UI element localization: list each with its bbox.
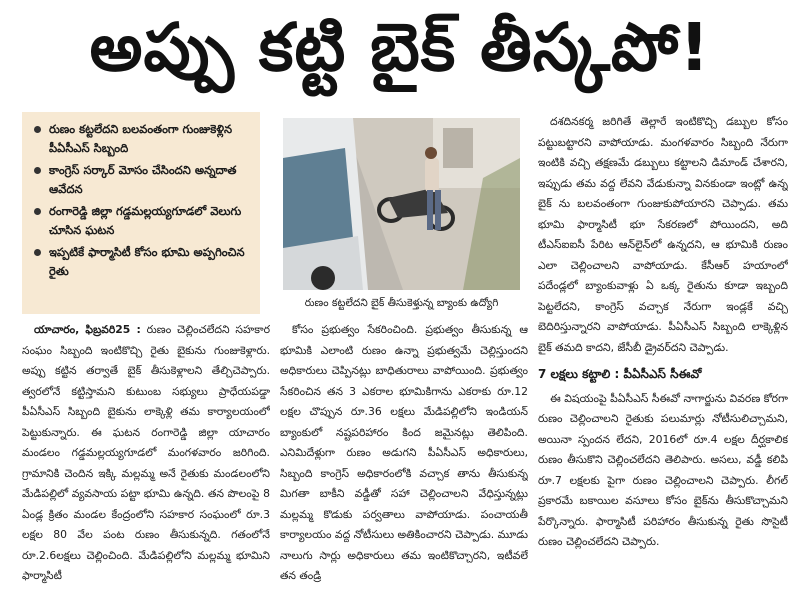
article-paragraph: ఈ విషయంపై పీఏసీఎస్ సీఈవో నాగార్జును వివరణ కోరగా రుణం చెల్లించాలని రైతుకు పలుమార్లు నోటీసులిచ్చామని, అయినా స్పందన లేదని, 2016లో రూ.4 లక్షల దీర్ఘకాలిక రుణం తీసుకొని చెల్లించలేదని తెలిపారు. అసలు, వడ్డీ కలిపి రూ.7 లక్షలకు పైగా రుణం చెల్లించాలని చెప్పారు. లీగల్ ప్రకారమే బకాయిల వసూలు కోసం బైక్‌ను తీసుకొచ్చామని పేర్కొన్నారు. ఫార్మాసిటీ పరిహారం తీసుకున్న రైతు సొసైటీ రుణం చెల్లించలేదని చెప్పారు. <box>538 391 788 548</box>
cctv-scene-image <box>283 118 520 290</box>
highlight-text: రుణం కట్టలేదని బలవంతంగా గుంజుకెళ్లిన పీఏసీఎస్ సిబ్బంది <box>49 122 233 155</box>
article-column-3 <box>538 112 788 612</box>
article-column-1 <box>22 320 270 608</box>
bullet-icon <box>34 126 41 133</box>
section-subheading: 7 లక్షలు కట్టాలి : పీఏసీఎస్ సీఈవో <box>538 367 702 381</box>
photo-caption: రుణం కట్టలేదని బైక్ తీసుకెళ్తున్న బ్యాంకు ఉద్యోగి <box>304 297 499 309</box>
dateline: యాచారం, ఫిబ్రవరి25 : <box>34 323 141 336</box>
highlight-text: కాంగ్రెస్ సర్కార్ మోసం చేసిందని అన్నదాత ఆవేదన <box>49 163 237 196</box>
highlight-item <box>32 243 252 281</box>
highlight-item <box>32 202 252 240</box>
highlight-text: ఇప్పటికే ఫార్మాసిటీ కోసం భూమి అప్పగించిన రైతు <box>49 245 245 278</box>
article-paragraph: కోసం ప్రభుత్వం సేకరించింది. ప్రభుత్వం తీసుకున్న ఆ భూమికి ఎలాంటి రుణం ఉన్నా ప్రభుత్వమే చెల్లిస్తుందని అధికారులు చెప్పినట్లు బాధితురాలు వాపోయింది. ప్రభుత్వం సేకరించిన తన 3 ఎకరాల భూమికిగాను ఎకరాకు రూ.12 లక్షల చొప్పున రూ.36 లక్షలు మేడిపల్లిలోని ఇండియన్ బ్యాంకులో నష్టపరిహారం కింద జమైనట్లు తెలిపింది. ఎనిమిదేళ్లుగా రుణం అడుగని పీఏసీఎస్ అధికారులు, సిబ్బంది కాంగ్రెస్ అధికారంలోకి వచ్చాక తాను తీసుకున్న మిగతా బాకీని వడ్డీతో సహా చెల్లించాలని వేధిస్తున్నట్లు మల్లమ్మ కొడుకు పర్వతాలు వాపోయాడు. పంచాయతీ కార్యాలయం వద్ద నోటీసులు అతికించారని చెప్పాడు. మూడు నాలుగు సార్లు అధికారులు తమ ఇంటికొచ్చారని, ఇటీవలే తన తండ్రి <box>280 323 528 582</box>
news-photo <box>283 118 520 290</box>
article-column-2 <box>280 320 528 608</box>
highlight-item <box>32 161 252 199</box>
highlight-item <box>32 120 252 158</box>
article-paragraph <box>22 320 270 587</box>
highlight-text: రంగారెడ్డి జిల్లా గడ్డమల్లయ్యగూడలో వెలుగు చూసిన ఘటన <box>49 204 242 237</box>
bullet-icon <box>34 249 41 256</box>
bullet-icon <box>34 167 41 174</box>
highlights-box <box>22 112 260 314</box>
article-text: రుణం చెల్లించలేదని సహకార సంఘం సిబ్బంది ఇంటికొచ్చి రైతు బైకును గుంజుకెళ్లారు. అప్పు కట్టిన తర్వాతే బైక్ తీసుకెళ్లాలని తేల్చిచెప్పారు. త్వరలోనే కట్టిస్తామని కుటుంబ సభ్యులు ప్రాధేయపడ్డా పీఏసీఎస్ సిబ్బంది బైకును లాక్కెళ్లి తమ కార్యాలయంలో పెట్టుకున్నారు. ఈ ఘటన రంగారెడ్డి జిల్లా యాచారం మండలం గడ్డమల్లయ్యగూడలో మంగళవారం జరిగింది. గ్రామానికి చెందిన ఇక్కి మల్లమ్మ అనే రైతుకు మండలంలోని మేడిపల్లిలో వ్యవసాయ పట్టా భూమి ఉన్నది. తన పొలంపై 8 ఏండ్ల క్రితం మండల కేంద్రంలోని సహకార సంఘంలో రూ.3 లక్షల 80 వేల పంట రుణం తీసుకున్నది. గతంలోనే రూ.2.6లక్షలు చెల్లించింది. మేడిపల్లిలోని మల్లమ్మ భూమిని ఫార్మాసిటీ <box>22 323 270 582</box>
article-paragraph: దశదినకర్మ జరిగితే తెల్లారే ఇంటికొచ్చి డబ్బుల కోసం పట్టుబట్టారని వాపోయాడు. మంగళవారం సిబ్బంది నేరుగా ఇంటికి వచ్చి తక్షణమే డబ్బులు కట్టాలని డిమాండ్ చేశారని, ఇప్పుడు తమ వద్ద లేవని వేడుకున్నా వినకుండా ఇంట్లో ఉన్న బైక్ ను బలవంతంగా గుంజుకుపోయారని చెప్పాడు. తమ భూమి ఫార్మాసిటీ భూ సేకరణలో పోయిందని, అది టీఎస్ఐఐసీ పేరిట ఆన్‌లైన్‌లో ఉన్నదని, ఆ భూమికి రుణం ఎలా చెల్లించాలని వాపోయాడు. కేసీఆర్ హయాంలో పదేండ్లలో బ్యాంకువాళ్లు ఏ ఒక్క రైతును కూడా ఇబ్బంది పెట్టలేదని, కాంగ్రెస్ వచ్చాక నేరుగా ఇండ్లకే వచ్చి బెదిరిస్తున్నారని వాపోయాడు. పీఏసీఎస్ సిబ్బంది లాక్కెళ్లిన బైక్ తమది కాదని, జేసీబీ డ్రైవర్‌దని చెప్పాడు. <box>538 115 788 354</box>
bullet-icon <box>34 208 41 215</box>
headline: అప్పు కట్టి బైక్ తీస్కపో! <box>89 8 711 86</box>
